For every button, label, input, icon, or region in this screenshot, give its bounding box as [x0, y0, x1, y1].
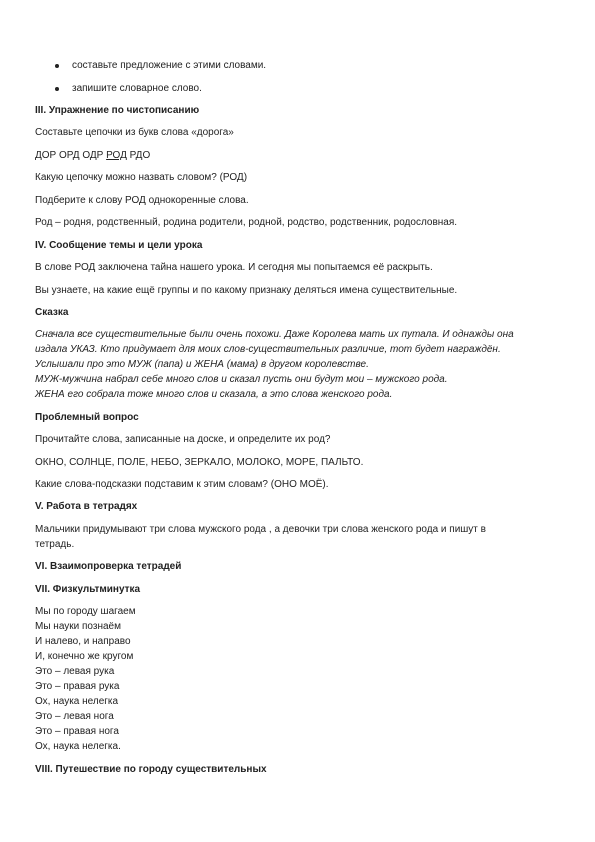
poem-line: И, конечно же кругом: [35, 651, 134, 662]
tale-line: издала УКАЗ. Кто придумает для моих слов-существительных различие, тот будет награждён.: [35, 344, 501, 355]
section-heading: V. Работа в тетрадях: [35, 501, 138, 512]
section-heading: IV. Сообщение темы и цели урока: [35, 240, 203, 251]
chains-text: ДОР ОРД ОДР: [35, 150, 107, 161]
section-heading: VIII. Путешествие по городу существительных: [35, 764, 267, 775]
tale-line: ЖЕНА его собрала тоже много слов и сказала, а это слова женского рода.: [35, 389, 393, 400]
poem-line: Это – левая нога: [35, 711, 114, 722]
paragraph: Какую цепочку можно назвать словом? (РОД): [35, 172, 248, 183]
tale-line: Услышали про это МУЖ (папа) и ЖЕНА (мама) в другом королевстве.: [35, 359, 369, 370]
bullet-icon: [55, 64, 59, 68]
poem-line: И налево, и направо: [35, 636, 131, 647]
poem-line: Ох, наука нелегка.: [35, 741, 121, 752]
section-heading: Проблемный вопрос: [35, 412, 139, 423]
list-item-text: составьте предложение с этими словами.: [72, 60, 267, 71]
tale-line: МУЖ-мужчина набрал себе много слов и сказал пусть они будут мои – мужского рода.: [35, 374, 448, 385]
chains-text: РДО: [126, 150, 151, 161]
poem-line: Это – правая нога: [35, 726, 119, 737]
paragraph-line: тетрадь.: [35, 539, 75, 550]
poem-line: Это – левая рука: [35, 666, 115, 677]
letter-chains: [35, 149, 150, 163]
paragraph: Подберите к слову РОД однокоренные слова.: [35, 195, 249, 206]
paragraph: Какие слова-подсказки подставим к этим словам? (ОНО МОЁ).: [35, 479, 329, 490]
section-heading: VI. Взаимопроверка тетрадей: [35, 561, 182, 572]
poem-line: Мы по городу шагаем: [35, 606, 136, 617]
paragraph: В слове РОД заключена тайна нашего урока. И сегодня мы попытаемся её раскрыть.: [35, 262, 433, 273]
chain-word-underlined: РОД: [106, 150, 127, 161]
bullet-icon: [55, 87, 59, 91]
section-heading: VII. Физкультминутка: [35, 584, 141, 595]
paragraph: Составьте цепочки из букв слова «дорога»: [35, 127, 234, 138]
paragraph: Прочитайте слова, записанные на доске, и определите их род?: [35, 434, 331, 445]
poem-line: Ох, наука нелегка: [35, 696, 119, 707]
paragraph-line: Мальчики придумывают три слова мужского рода , а девочки три слова женского рода и пишут в: [35, 524, 486, 535]
tale-line: Сначала все существительные были очень похожи. Даже Королева мать их путала. И однажды она: [35, 329, 514, 340]
paragraph: Род – родня, родственный, родина родители, родной, родство, родственник, родословная.: [35, 217, 458, 228]
list-item-text: запишите словарное слово.: [72, 83, 202, 94]
poem-line: Мы науки познаём: [35, 621, 121, 632]
paragraph: Вы узнаете, на какие ещё группы и по какому признаку деляться имена существительные.: [35, 285, 458, 296]
section-heading: Сказка: [35, 307, 69, 318]
paragraph: ОКНО, СОЛНЦЕ, ПОЛЕ, НЕБО, ЗЕРКАЛО, МОЛОКО, МОРЕ, ПАЛЬТО.: [35, 457, 364, 468]
poem-line: Это – правая рука: [35, 681, 120, 692]
section-heading: III. Упражнение по чистописанию: [35, 105, 200, 116]
